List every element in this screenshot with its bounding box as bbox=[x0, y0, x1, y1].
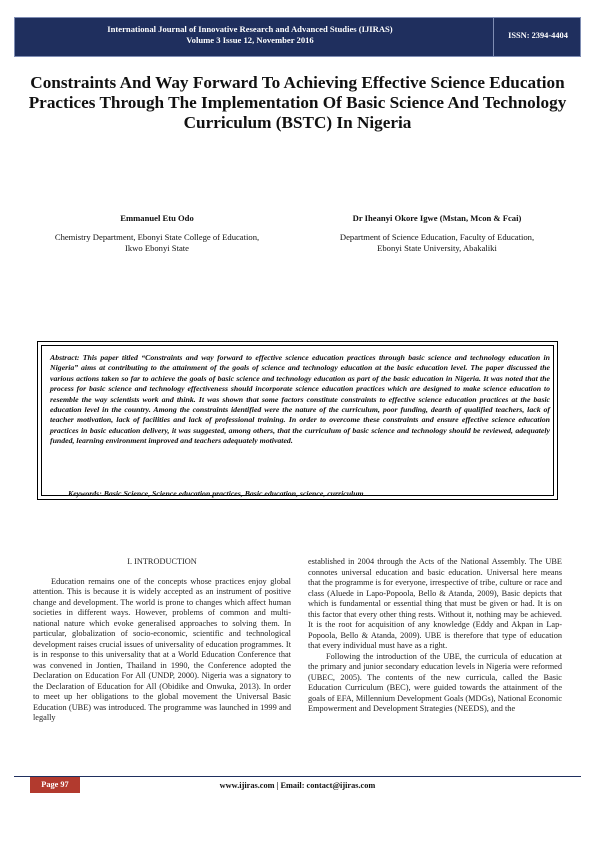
journal-header-bar bbox=[14, 17, 581, 57]
footer-rule bbox=[14, 776, 581, 777]
abstract-box bbox=[37, 341, 558, 500]
header-divider bbox=[493, 18, 494, 56]
paper-title: Constraints And Way Forward To Achieving Effective Science Education Practices Through The Implementation Of Basic Science And Technology Curriculum (BSTC) In Nigeria bbox=[28, 73, 567, 132]
section-heading: I. INTRODUCTION bbox=[127, 557, 197, 566]
keywords: Keywords: Basic Science, Science education practices, Basic education, science, curriculum bbox=[68, 489, 364, 498]
intro-paragraph-1: Education remains one of the concepts whose practices enjoy global attention. This is because it is widely accepted as an instrument of positive change and development. The world is prone to changes which affect human societies in different ways. However, problems of common and multi-national nature which evoke generalised approaches to solving them. In particular, globalization of socio-economic, scientific and technological development raises crucial issues of universality of education programmes. It is in response to this universality that at a World Education Conference that was convened in Jontien, Thailand in 1990, the Conference adopted the Declaration on Education For All (UNDP, 2000). Nigeria was a signatory to the Declaration of Education for All (Obidike and Onwuka, 2013). In order to meet up her obligations to the global movement the Universal Basic Education (UBE) was introduced. The programme was launched in 1999 and legally bbox=[33, 576, 291, 722]
author-affiliation-2b: Ebonyi State University, Abakaliki bbox=[377, 243, 497, 253]
issn: ISSN: 2394-4404 bbox=[508, 31, 568, 40]
abstract-inner-border bbox=[41, 345, 554, 496]
author-name-1: Emmanuel Etu Odo bbox=[120, 213, 194, 223]
journal-name: International Journal of Innovative Research and Advanced Studies (IJIRAS) bbox=[107, 24, 393, 34]
page-number-badge: Page 97 bbox=[30, 777, 80, 793]
journal-volume: Volume 3 Issue 12, November 2016 bbox=[186, 35, 314, 45]
author-block-1 bbox=[28, 213, 286, 254]
abstract-text: Abstract: This paper titled “Constraints and way forward to effective science education practices through basic science and technology education in Nigeria” aims at contributing to the attainment of the goals of science and technology education at the basic education level. The paper discussed the various actions taken so far to achieve the goals of basic science and technology education as part of the basic education in Nigeria. It was noted that the process for basic science and technology effectiveness should incorporate science education practices which are designed to make science education to resemble the way scientists work and think. It was shown that some factors constitute constraints to effective science education practices at the basic education level in the country. Among the constraints identified were the nature of the curriculum, poor funding, dearth of qualified teachers, lack of teacher motivation, lack of facilities and lack of professional training. In order to overcome these constraints and ensure effective science education practices in basic education delivery, it was suggested, among others, that the curriculum of basic science and technology should be reviewed, adequately funded, learning environment improved and teachers adequately motivated. bbox=[50, 353, 550, 446]
author-affiliation-2a: Department of Science Education, Faculty of Education, bbox=[339, 232, 535, 242]
right-column bbox=[308, 557, 562, 715]
author-name-2: Dr Iheanyi Okore Igwe (Mstan, Mcon & Fcai) bbox=[352, 213, 522, 223]
journal-header-text bbox=[15, 24, 485, 46]
intro-paragraph-3: Following the introduction of the UBE, the curricula of education at the primary and junior secondary education levels in Nigeria were reformed (UBEC, 2005). The contents of the new curricula, called the Basic Education Curriculum (BEC), were guided towards the attainment of the goals of EFA, Millennium Development Goals (MDGs), National Economic Empowerment and Development Strategies (NEEDS), and the bbox=[308, 651, 562, 713]
author-block-2 bbox=[308, 213, 566, 254]
intro-paragraph-2: established in 2004 through the Acts of the National Assembly. The UBE connotes universal education and basic education. Universal here means that the programme is for everyone, irrespective of tribe, culture or race and class (Aluede in Lapo-Popoola, Bello & Atanda, 2009), Basic depicts that which is fundamental or essential thing that must be given or had. It is on this factor that every other thing rests. Without it, nothing may be achieved. It is the root for acquisition of any knowledge (Eddy and Akpan in Lap-Popoola, Bello & Atanda, 2009). UBE is therefore that type of education that every individual must have as a right. bbox=[308, 557, 562, 650]
left-column bbox=[33, 557, 291, 724]
author-affiliation-1b: Ikwo Ebonyi State bbox=[125, 243, 189, 253]
footer-contact: www.ijiras.com | Email: contact@ijiras.com bbox=[219, 781, 376, 790]
author-affiliation-1a: Chemistry Department, Ebonyi State College of Education, bbox=[54, 232, 260, 242]
